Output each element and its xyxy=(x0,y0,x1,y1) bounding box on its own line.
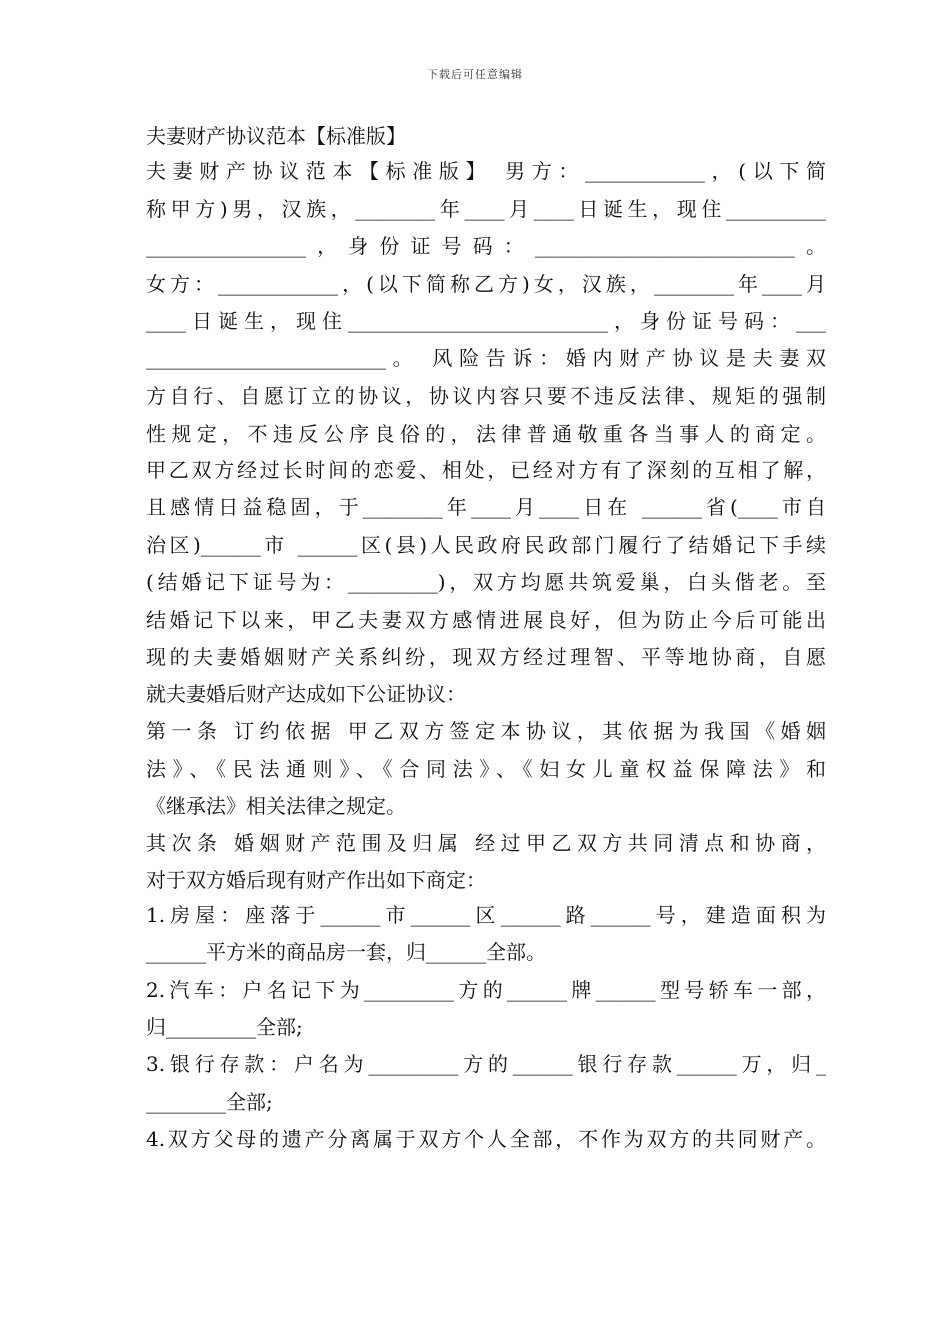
paragraph-line: 现的夫妻婚姻财产关系纠纷，现双方经过理智、平等地协商，自愿 xyxy=(146,645,826,669)
paragraph-line: 1.房屋：座落于______市______区______路______号，建造面积为 xyxy=(146,903,826,927)
paragraph-line: 女方：____________，(以下简称乙方)女，汉族，________年____月 xyxy=(146,272,826,296)
paragraph-line: 法》、《民法通则》、《合同法》、《妇女儿童权益保障法》和 xyxy=(146,757,826,781)
paragraph-line: 归_________全部; xyxy=(146,1015,303,1039)
paragraph-line: 称甲方)男，汉族，________年____月____日诞生，现住__________ xyxy=(146,197,826,221)
paragraph-line: 对于双方婚后现有财产作出如下商定： xyxy=(146,868,486,892)
paragraph-line: ________全部; xyxy=(146,1090,273,1114)
paragraph-line: 4.双方父母的遗产分离属于双方个人全部，不作为双方的共同财产。 xyxy=(146,1127,826,1151)
paragraph-line: 夫妻财产协议范本【标准版】 男方：____________，(以下简 xyxy=(146,159,826,183)
paragraph-line: 《继承法》相关法律之规定。 xyxy=(146,794,406,818)
paragraph-line: 甲乙双方经过长时间的恋爱、相处，已经对方有了深刻的互相了解， xyxy=(146,458,826,482)
document-title: 夫妻财产协议范本【标准版】 xyxy=(146,124,406,148)
paragraph-line: ________________________。 风险告诉：婚内财产协议是夫妻双 xyxy=(146,346,826,370)
paragraph-line: 治区)______市 ______区(县)人民政府民政部门履行了结婚记下手续 xyxy=(146,533,826,557)
paragraph-line: 结婚记下以来，甲乙夫妻双方感情进展良好，但为防止今后可能出 xyxy=(146,608,826,632)
paragraph-line: ________________，身份证号码：__________________________。 xyxy=(146,234,826,258)
paragraph-line: 3.银行存款：户名为_________方的______银行存款______万，归_ xyxy=(146,1052,826,1076)
paragraph-line: 2.汽车：户名记下为_________方的______牌______型号轿车一部， xyxy=(146,978,826,1002)
paragraph-line: 性规定，不违反公序良俗的，法律普通敬重各当事人的商定。 xyxy=(146,422,826,446)
paragraph-line: 就夫妻婚后财产达成如下公证协议： xyxy=(146,682,466,706)
paragraph-line: 第一条 订约依据 甲乙双方签定本协议，其依据为我国《婚姻 xyxy=(146,719,826,743)
paragraph-line: ______平方米的商品房一套，归______全部。 xyxy=(146,940,546,964)
paragraph-line: ____日诞生，现住__________________________，身份证号码：___ xyxy=(146,309,826,333)
paragraph-line: 其次条 婚姻财产范围及归属 经过甲乙双方共同清点和协商， xyxy=(146,831,826,855)
paragraph-line: (结婚记下证号为：_________)，双方均愿共筑爱巢，白头偕老。至 xyxy=(146,570,826,594)
paragraph-line: 且感情日益稳固，于________年____月____日在 ______省(____市自 xyxy=(146,495,826,519)
paragraph-line: 方自行、自愿订立的协议，协议内容只要不违反法律、规矩的强制 xyxy=(146,384,826,408)
page-header: 下载后可任意编辑 xyxy=(427,68,523,81)
